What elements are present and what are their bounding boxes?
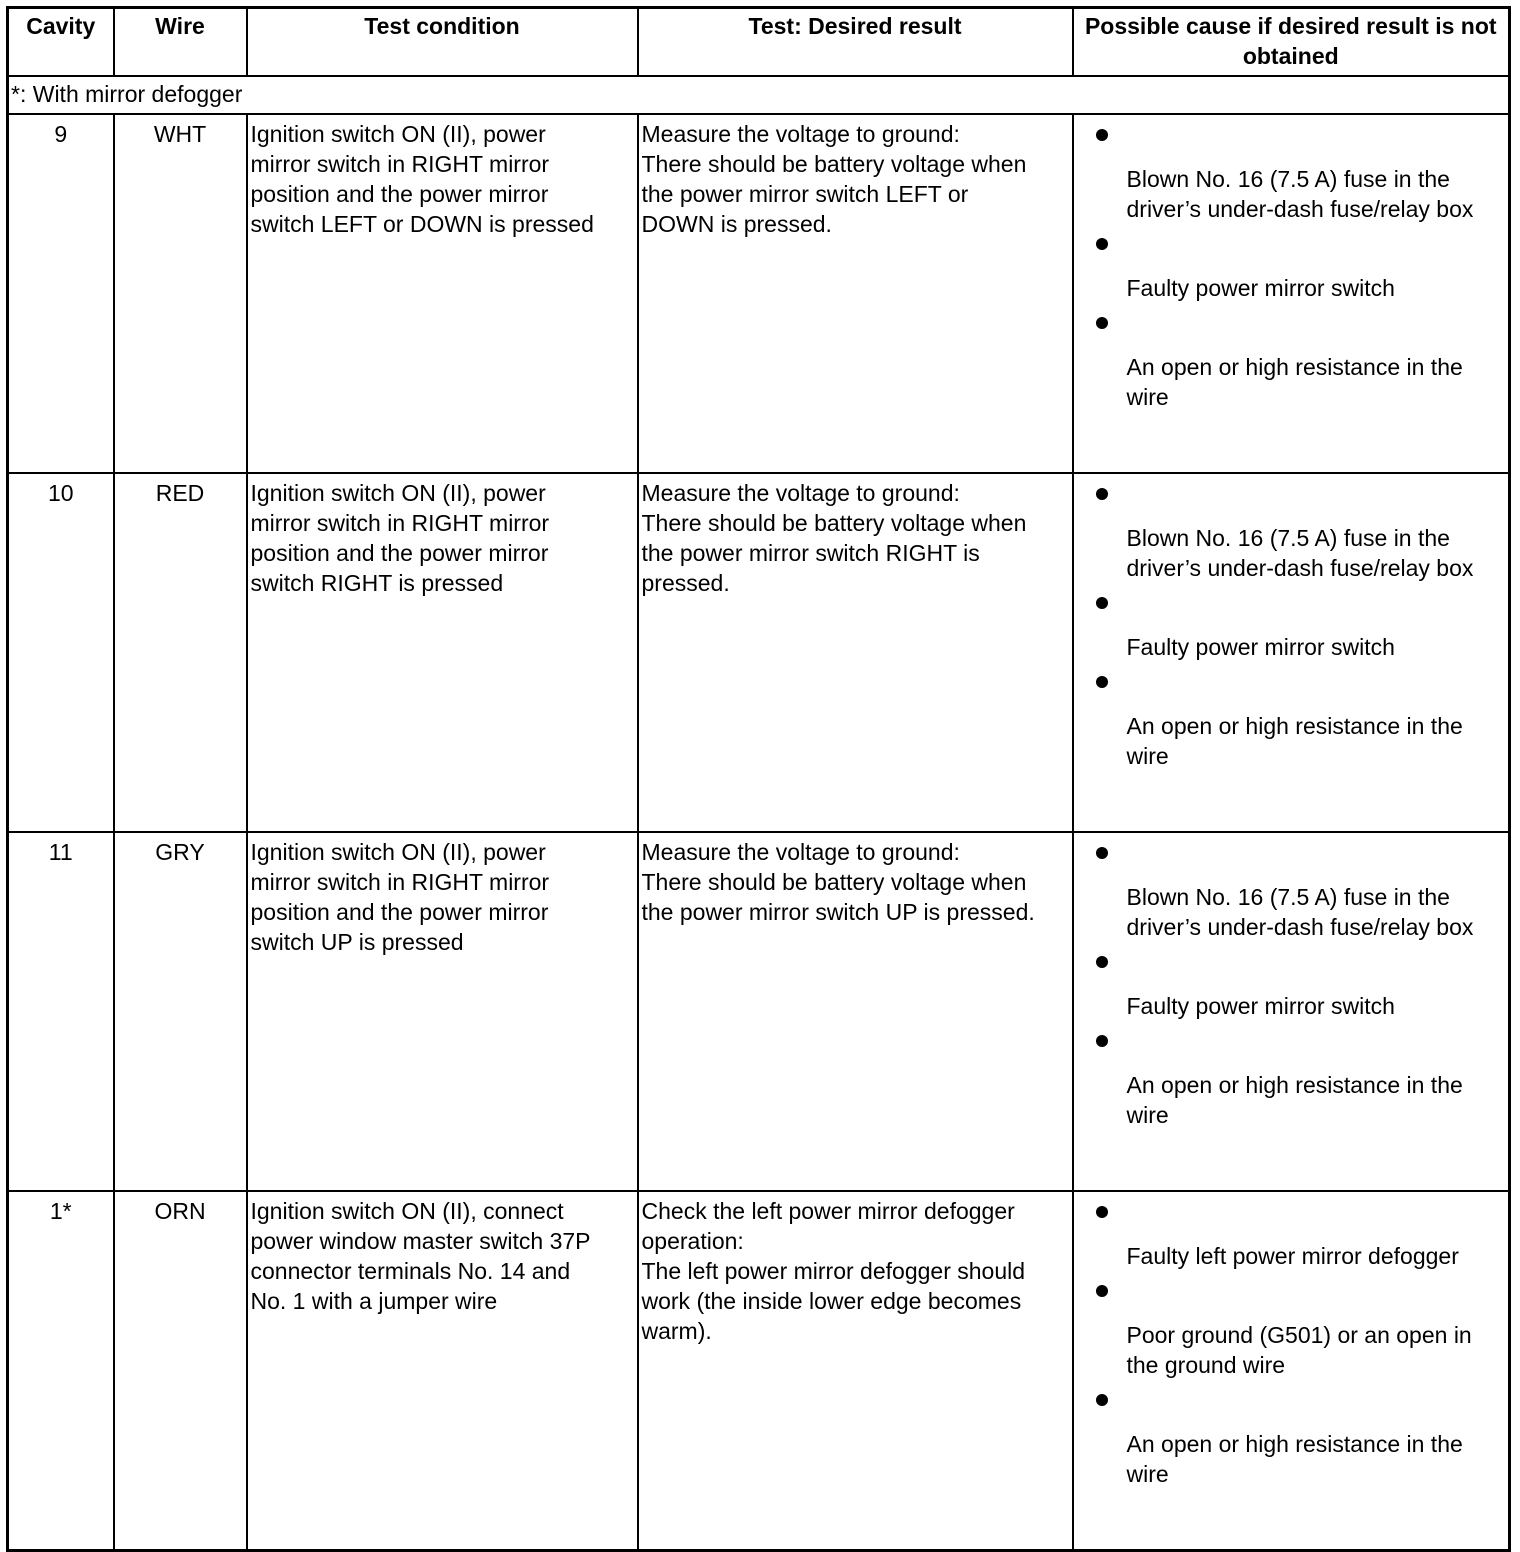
cause-text: Faulty power mirror switch	[1126, 634, 1395, 660]
header-wire: Wire	[114, 8, 247, 77]
cause-text: Blown No. 16 (7.5 A) fuse in the driver’s under-dash fuse/relay box	[1126, 166, 1474, 222]
cavity-cell: 9	[8, 114, 114, 473]
wire-cell: WHT	[114, 114, 247, 473]
cause-item	[1074, 833, 1509, 942]
cause-item	[1074, 303, 1509, 412]
bullet-icon	[1096, 1206, 1108, 1218]
bullet-icon	[1096, 597, 1108, 609]
cause-item	[1074, 474, 1509, 583]
condition-cell: Ignition switch ON (II), power mirror switch in RIGHT mirror position and the power mirror switch LEFT or DOWN is pressed	[247, 114, 638, 473]
cause-text: Faulty power mirror switch	[1126, 275, 1395, 301]
footnote-text: *: With mirror defogger	[8, 76, 1510, 114]
result-cell: Measure the voltage to ground: There should be battery voltage when the power mirror switch LEFT or DOWN is pressed.	[638, 114, 1073, 473]
cause-item	[1074, 583, 1509, 662]
cause-item	[1074, 1380, 1509, 1489]
bullet-icon	[1096, 317, 1108, 329]
bullet-icon	[1096, 238, 1108, 250]
cavity-cell: 10	[8, 473, 114, 832]
cause-item	[1074, 1192, 1509, 1271]
causes-cell	[1073, 1191, 1510, 1551]
header-possible-cause: Possible cause if desired result is not obtained	[1073, 8, 1510, 77]
wire-cell: ORN	[114, 1191, 247, 1551]
result-cell: Check the left power mirror defogger operation: The left power mirror defogger should work (the inside lower edge becomes warm).	[638, 1191, 1073, 1551]
cause-text: An open or high resistance in the wire	[1126, 1431, 1463, 1487]
connector-test-table	[6, 6, 1511, 1552]
cause-text: An open or high resistance in the wire	[1126, 354, 1463, 410]
table-row	[8, 473, 1510, 832]
header-test-condition: Test condition	[247, 8, 638, 77]
result-cell: Measure the voltage to ground: There should be battery voltage when the power mirror switch UP is pressed.	[638, 832, 1073, 1191]
cause-list	[1074, 115, 1509, 412]
condition-cell: Ignition switch ON (II), power mirror switch in RIGHT mirror position and the power mirror switch RIGHT is pressed	[247, 473, 638, 832]
cause-item	[1074, 1271, 1509, 1380]
bullet-icon	[1096, 956, 1108, 968]
bullet-icon	[1096, 129, 1108, 141]
bullet-icon	[1096, 1035, 1108, 1047]
cause-text: Faulty power mirror switch	[1126, 993, 1395, 1019]
bullet-icon	[1096, 488, 1108, 500]
cause-list	[1074, 1192, 1509, 1489]
cause-text: Faulty left power mirror defogger	[1126, 1243, 1459, 1269]
table-header-row	[8, 8, 1510, 77]
table-row	[8, 1191, 1510, 1551]
cause-list	[1074, 474, 1509, 771]
cause-text: Blown No. 16 (7.5 A) fuse in the driver’s under-dash fuse/relay box	[1126, 884, 1474, 940]
wire-cell: GRY	[114, 832, 247, 1191]
header-cavity: Cavity	[8, 8, 114, 77]
cause-text: Poor ground (G501) or an open in the ground wire	[1126, 1322, 1472, 1378]
condition-cell: Ignition switch ON (II), power mirror switch in RIGHT mirror position and the power mirror switch UP is pressed	[247, 832, 638, 1191]
table-note-row	[8, 76, 1510, 114]
cavity-cell: 11	[8, 832, 114, 1191]
bullet-icon	[1096, 1394, 1108, 1406]
condition-cell: Ignition switch ON (II), connect power window master switch 37P connector terminals No. 14 and No. 1 with a jumper wire	[247, 1191, 638, 1551]
cause-text: An open or high resistance in the wire	[1126, 713, 1463, 769]
causes-cell	[1073, 832, 1510, 1191]
causes-cell	[1073, 473, 1510, 832]
cause-item	[1074, 942, 1509, 1021]
result-cell: Measure the voltage to ground: There should be battery voltage when the power mirror switch RIGHT is pressed.	[638, 473, 1073, 832]
header-desired-result: Test: Desired result	[638, 8, 1073, 77]
bullet-icon	[1096, 847, 1108, 859]
cause-list	[1074, 833, 1509, 1130]
cause-text: Blown No. 16 (7.5 A) fuse in the driver’s under-dash fuse/relay box	[1126, 525, 1474, 581]
table-row	[8, 114, 1510, 473]
cause-text: An open or high resistance in the wire	[1126, 1072, 1463, 1128]
bullet-icon	[1096, 1285, 1108, 1297]
wire-cell: RED	[114, 473, 247, 832]
bullet-icon	[1096, 676, 1108, 688]
cause-item	[1074, 224, 1509, 303]
cause-item	[1074, 662, 1509, 771]
cavity-cell: 1*	[8, 1191, 114, 1551]
causes-cell	[1073, 114, 1510, 473]
table-row	[8, 832, 1510, 1191]
cause-item	[1074, 1021, 1509, 1130]
cause-item	[1074, 115, 1509, 224]
